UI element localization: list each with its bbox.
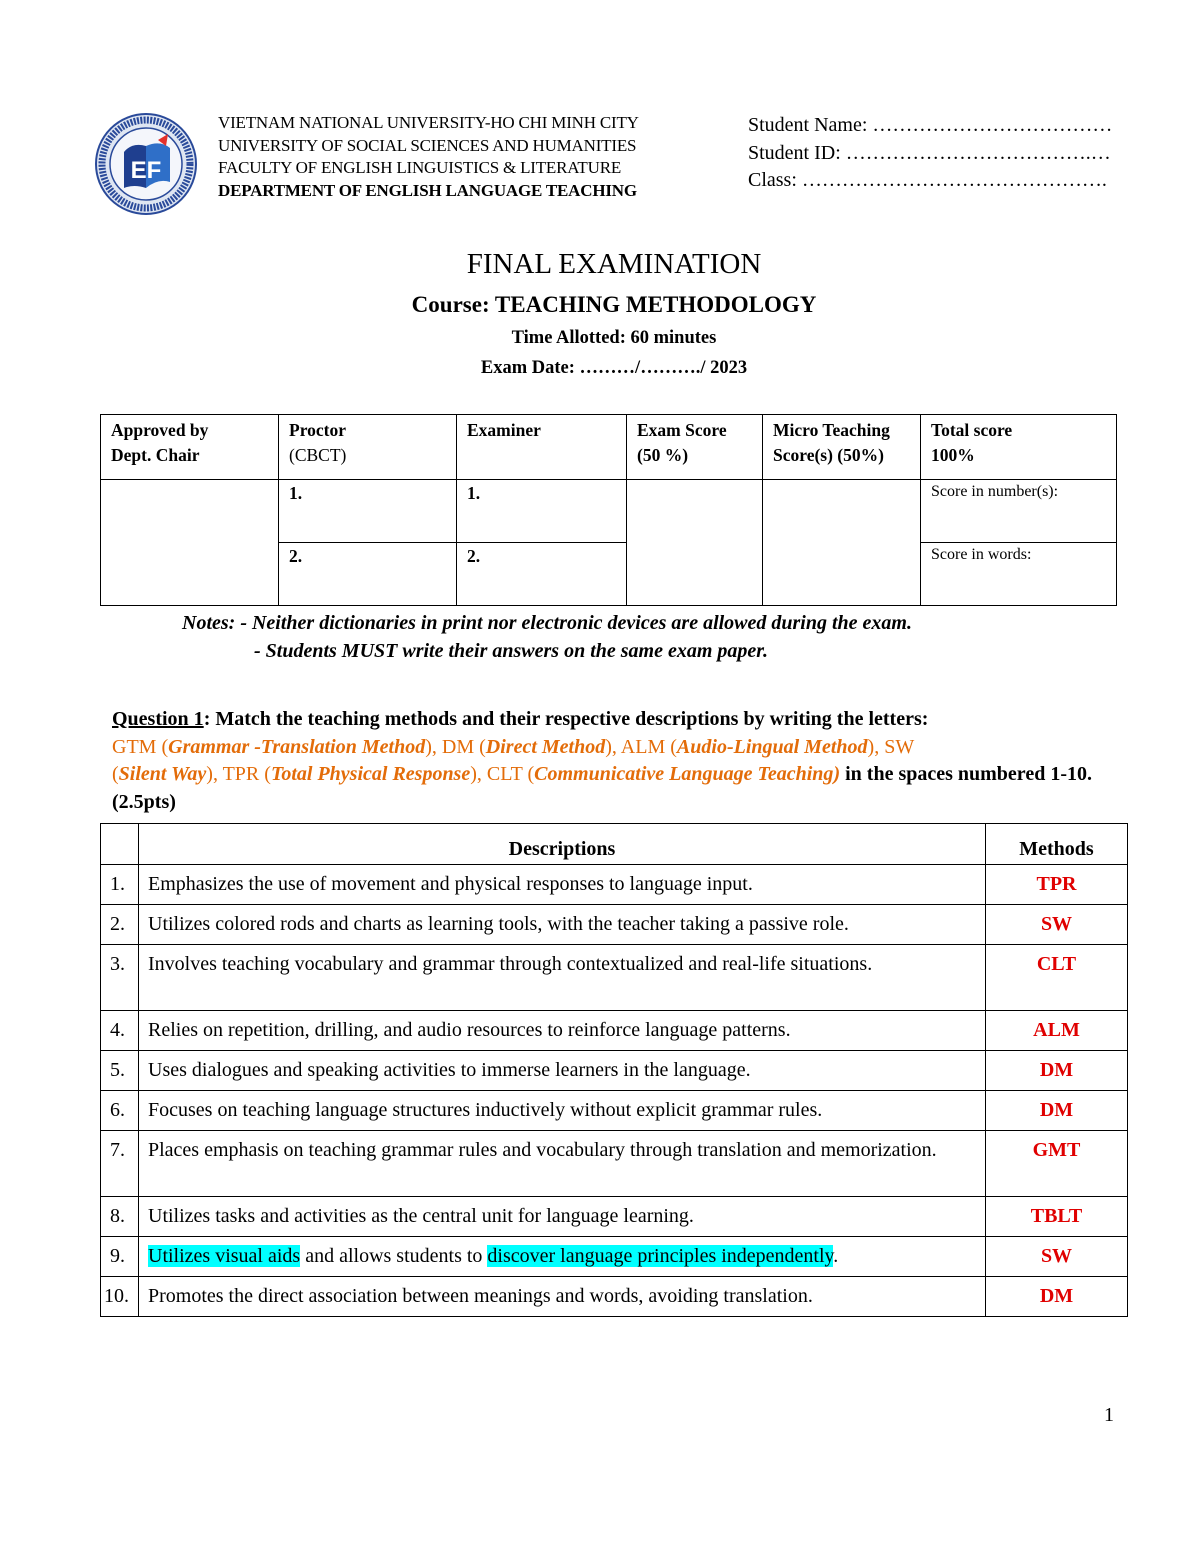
- table-row: 4. Relies on repetition, drilling, and audio resources to reinforce language patterns. ALM: [101, 1011, 1128, 1051]
- answer-cell[interactable]: TPR: [986, 865, 1128, 905]
- header-proctor: Proctor (CBCT): [279, 415, 457, 480]
- table-row: 10. Promotes the direct association between meanings and words, avoiding translation. DM: [101, 1277, 1128, 1317]
- table-row: 5. Uses dialogues and speaking activities to immerse learners in the language. DM: [101, 1051, 1128, 1091]
- description-cell: Utilizes tasks and activities as the central unit for language learning.: [139, 1197, 986, 1237]
- descriptions-header: Descriptions: [139, 824, 986, 865]
- examiner-2-cell[interactable]: 2.: [457, 543, 627, 606]
- approval-score-table: [100, 414, 1117, 606]
- method-sw: Silent Way: [118, 763, 207, 785]
- header-total-score: Total score 100%: [921, 415, 1117, 480]
- description-cell: Utilizes visual aids and allows students to discover language principles independently.: [139, 1237, 986, 1277]
- dept-chair-signature-cell[interactable]: [101, 480, 279, 606]
- exam-title: FINAL EXAMINATION: [466, 248, 762, 280]
- answer-cell[interactable]: DM: [986, 1277, 1128, 1317]
- description-cell: Focuses on teaching language structures inductively without explicit grammar rules.: [139, 1091, 986, 1131]
- proctor-1-cell[interactable]: 1.: [279, 480, 457, 543]
- note-dictionaries: Notes: - Neither dictionaries in print nor electronic devices are allowed during the exam.: [182, 612, 912, 634]
- method-gtm: Grammar -Translation Method: [168, 735, 426, 758]
- answer-cell[interactable]: DM: [986, 1091, 1128, 1131]
- score-in-words-cell[interactable]: Score in words:: [921, 543, 1117, 606]
- student-id-field[interactable]: Student ID: ……………………………….…: [748, 141, 1111, 164]
- table-row: 3. Involves teaching vocabulary and grammar through contextualized and real-life situations. CLT: [101, 945, 1128, 1011]
- note-answers: - Students MUST write their answers on the same exam paper.: [254, 640, 768, 662]
- header-examiner: Examiner: [457, 415, 627, 480]
- time-allotted: Time Allotted: 60 minutes: [511, 328, 717, 348]
- description-cell: Emphasizes the use of movement and physical responses to language input.: [139, 865, 986, 905]
- student-name-field[interactable]: Student Name: ………………………………: [748, 114, 1113, 136]
- faculty-logo: [94, 112, 198, 216]
- table-row: 9. Utilizes visual aids and allows students to discover language principles independently. SW: [101, 1237, 1128, 1277]
- page-number: 1: [1104, 1404, 1114, 1426]
- table-row: 6. Focuses on teaching language structures inductively without explicit grammar rules. DM: [101, 1091, 1128, 1131]
- table-row: 2. Utilizes colored rods and charts as learning tools, with the teacher taking a passive role. SW: [101, 905, 1128, 945]
- answer-cell[interactable]: TBLT: [986, 1197, 1128, 1237]
- method-dm: Direct Method: [485, 735, 606, 758]
- description-cell: Involves teaching vocabulary and grammar through contextualized and real-life situations.: [139, 945, 986, 1011]
- course-name: Course: TEACHING METHODOLOGY: [411, 292, 817, 317]
- method-tpr: Total Physical Response: [270, 763, 471, 785]
- methods-matching-table: [100, 823, 1128, 1317]
- table-row: 7. Places emphasis on teaching grammar rules and vocabulary through translation and memorization. GMT: [101, 1131, 1128, 1197]
- exam-score-cell[interactable]: [627, 480, 763, 606]
- logo-letters: EF: [130, 157, 162, 184]
- university-header: [218, 112, 639, 202]
- question-1-prompt: Question 1: Match the teaching methods and their respective descriptions by writing the letters: GTM (Grammar -Translation Method), DM (Direct Method), ALM (Audio-Lingual Method), SW (Silent Way), TPR (Total Physical Response), CLT (Communicative Language Teaching) in the spaces numbered 1-10. (2.5pts): [112, 708, 1092, 813]
- class-field[interactable]: Class: ……………………………………….: [748, 169, 1107, 191]
- number-header: [101, 824, 139, 865]
- answer-cell[interactable]: SW: [986, 905, 1128, 945]
- methods-header-row: [101, 824, 1128, 865]
- department-name: DEPARTMENT OF ENGLISH LANGUAGE TEACHING: [218, 180, 637, 200]
- header-micro-teaching: Micro Teaching Score(s) (50%): [763, 415, 921, 480]
- highlighted-text: Utilizes visual aids: [148, 1245, 301, 1267]
- answer-cell[interactable]: SW: [986, 1237, 1128, 1277]
- faculty-seal-icon: [94, 112, 198, 216]
- question-text: : Match the teaching methods and their respective descriptions by writing the letters:: [203, 708, 929, 730]
- answer-cell[interactable]: DM: [986, 1051, 1128, 1091]
- micro-teaching-score-cell[interactable]: [763, 480, 921, 606]
- answer-cell[interactable]: GMT: [986, 1131, 1128, 1197]
- description-cell: Places emphasis on teaching grammar rules and vocabulary through translation and memorization.: [139, 1131, 986, 1197]
- student-info-fields: [748, 112, 1112, 195]
- description-cell: Uses dialogues and speaking activities to immerse learners in the language.: [139, 1051, 986, 1091]
- score-in-numbers-cell[interactable]: Score in number(s):: [921, 480, 1117, 543]
- approval-header-row: [101, 415, 1117, 480]
- table-row: 8. Utilizes tasks and activities as the central unit for language learning. TBLT: [101, 1197, 1128, 1237]
- question-tail: in the spaces numbered 1-10. (2.5pts): [112, 763, 1092, 813]
- description-cell: Promotes the direct association between meanings and words, avoiding translation.: [139, 1277, 986, 1317]
- university-line-2: UNIVERSITY OF SOCIAL SCIENCES AND HUMANITIES: [218, 135, 637, 155]
- answer-cell[interactable]: ALM: [986, 1011, 1128, 1051]
- method-clt: Communicative Language Teaching: [534, 763, 834, 785]
- proctor-2-cell[interactable]: 2.: [279, 543, 457, 606]
- header-approved-by: Approved by Dept. Chair: [101, 415, 279, 480]
- description-cell: Utilizes colored rods and charts as learning tools, with the teacher taking a passive role.: [139, 905, 986, 945]
- table-row: 1. Emphasizes the use of movement and physical responses to language input. TPR: [101, 865, 1128, 905]
- answer-cell[interactable]: CLT: [986, 945, 1128, 1011]
- description-cell: Relies on repetition, drilling, and audio resources to reinforce language patterns.: [139, 1011, 986, 1051]
- methods-header: Methods: [986, 824, 1128, 865]
- signature-row-1: [101, 480, 1117, 543]
- highlighted-text: discover language principles independently: [487, 1245, 834, 1267]
- header-exam-score: Exam Score (50 %): [627, 415, 763, 480]
- exam-date: Exam Date: ………/………./ 2023: [480, 358, 748, 378]
- university-line-1: VIETNAM NATIONAL UNIVERSITY-HO CHI MINH CITY: [218, 113, 639, 132]
- question-label: Question 1: [112, 708, 204, 730]
- method-alm: Audio-Lingual Method: [676, 735, 868, 758]
- examiner-1-cell[interactable]: 1.: [457, 480, 627, 543]
- university-line-3: FACULTY OF ENGLISH LINGUISTICS & LITERATURE: [218, 158, 622, 177]
